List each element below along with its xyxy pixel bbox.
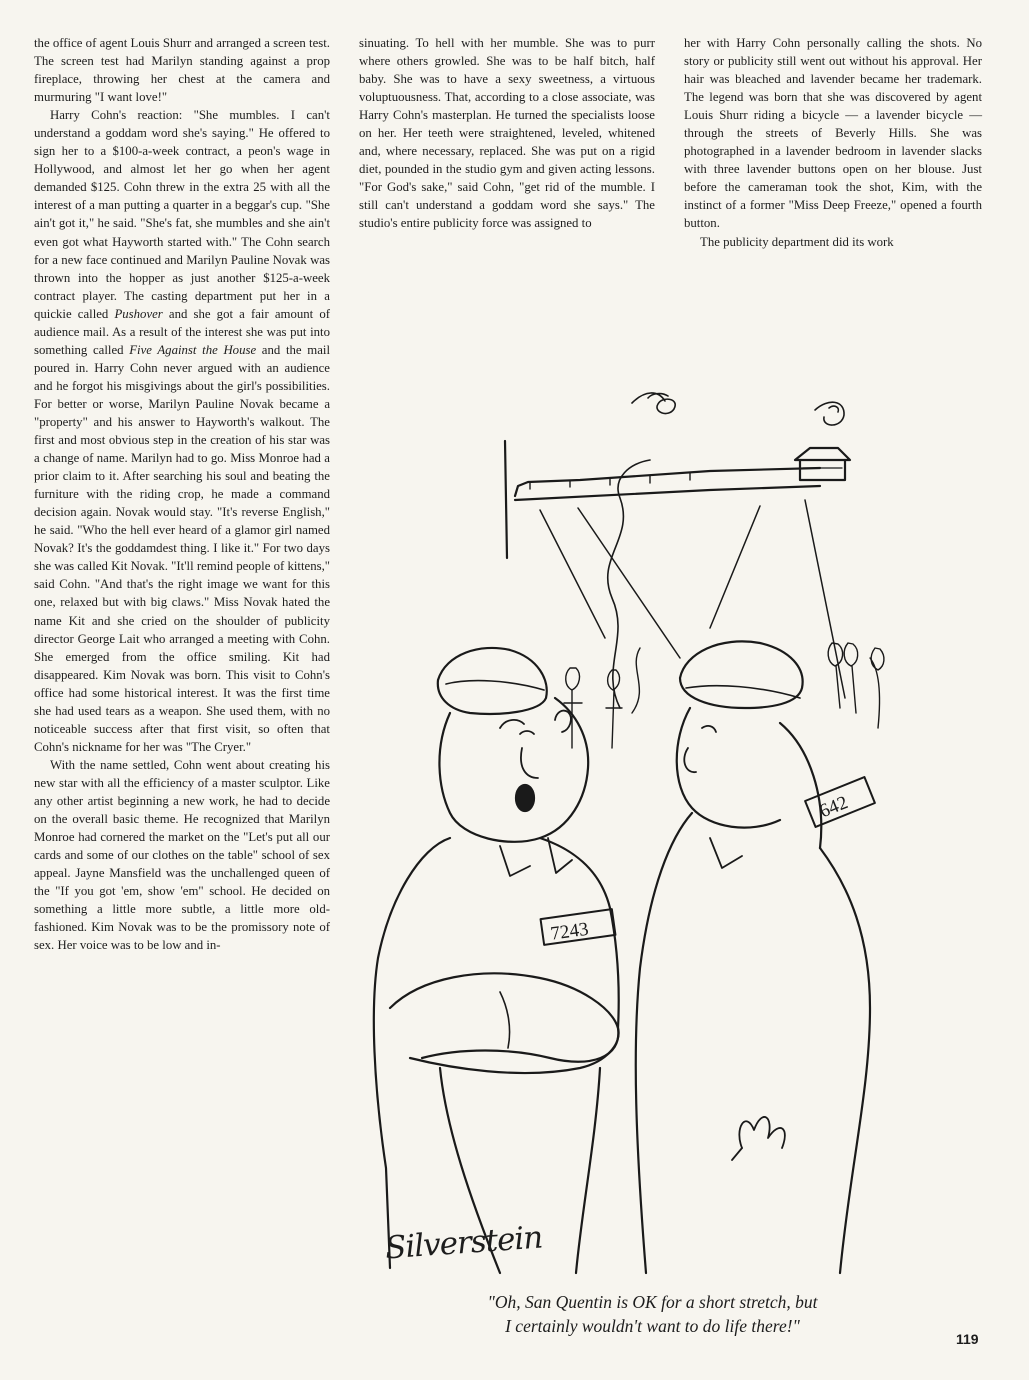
film-title: Five Against the House <box>129 342 257 357</box>
cartoon-illustration <box>350 368 910 1288</box>
paragraph-text: the office of agent Louis Shurr and arranged a screen test. The screen test had Marilyn standing against a prop fireplace, throwing her chest at the camera and murmuring "I want love!" <box>34 36 330 105</box>
article-paragraph <box>34 106 330 756</box>
paragraph-text: her with Harry Cohn personally calling the shots. No story or publicity still went out without his approval. Her hair was bleached and lavender became her trademark. The legend was born that she was discovered by agent Louis Shurr riding a bicycle — a lavender bicycle — through the streets of Beverly Hills. She was photographed in a lavender bedroom in lavender slacks with three lavender buttons open on her blouse. Just before the cameraman took the shot, Kim, with the instinct of a former "Miss Deep Freeze," opened a fourth button. <box>684 36 982 231</box>
article-paragraph <box>684 34 982 233</box>
cartoon-caption <box>420 1290 885 1338</box>
page-number: 119 <box>956 1331 979 1347</box>
paragraph-text: The publicity department did its work <box>700 234 894 249</box>
article-paragraph <box>359 34 655 233</box>
artist-signature: Silverstein <box>383 1219 544 1267</box>
prisoner-number-right: 642 <box>816 792 851 823</box>
paragraph-text: and she got a fair amount of audience mail. As a result of the interest she was put into something called <box>34 306 330 357</box>
caption-line-2: I certainly wouldn't want to do life there!" <box>505 1316 800 1336</box>
paragraph-text: sinuating. To hell with her mumble. She was to purr where others growled. She was to be half bitch, half baby. She was to have a sexy sweetness, a virtuous voluptuousness. That, according to a close associate, was Harry Cohn's masterplan. He turned the specialists loose on her. Her teeth were straightened, leveled, whitened and, where necessary, replaced. She was put on a rigid diet, pounded in the studio gym and given acting lessons. "For God's sake," said Cohn, "get rid of the mumble. I still can't understand a goddam word she says." The studio's entire publicity force was assigned to <box>359 36 655 231</box>
prisoner-number-left: 7243 <box>549 918 590 945</box>
article-column-1 <box>34 34 330 954</box>
article-column-2 <box>359 34 655 233</box>
film-title: Pushover <box>114 306 163 321</box>
paragraph-text: and the mail poured in. Harry Cohn never argued with an audience and he forgot his misgivings about the girl's possibilities. For better or worse, Marilyn Pauline Novak became a "property" and his answer to Hayworth's walkout. The first and most obvious step in the creation of his star was a change of name. Marilyn had to go. Miss Monroe had a prior claim to it. After searching his soul and beating the furniture with the riding crop, he made a command decision again. Novak would stay. "It's reverse English," he said. "Who the hell ever heard of a glamor girl named Novak? It's the goddamdest thing. I like it." For two days she was called Kit Novak. "It'll remind people of kittens," said Cohn. "And that's the right image we want for this one, relaxed but with big claws." Miss Novak hated the name Kit and she cried on the shoulder of publicity director George Lait who arranged a meeting with Cohn. She emerged from the office smiling. Kit had disappeared. Kim Novak was born. This visit to Cohn's office had some historical interest. It was the first time she had used tears as a weapon. She used them, with no noticeable success after that first visit, so often that Cohn's nickname for her was "The Cryer." <box>34 342 330 754</box>
paragraph-text: Harry Cohn's reaction: "She mumbles. I can't understand a goddam word she's saying." He offered to sign her to a $100-a-week contract, a peon's wage in Hollywood, and almost let her go when her agent demanded $125. Cohn threw in the extra 25 with all the interest of a man putting a quarter in a beggar's cup. "She ain't got it," he said. "She's fat, she mumbles and she ain't even got what Hayworth started with." The Cohn search for a new face continued and Marilyn Pauline Novak was thrown into the hopper as just another $125-a-week contract player. The casting department put her in a quickie called <box>34 108 330 321</box>
article-paragraph <box>684 233 982 251</box>
article-paragraph <box>34 34 330 106</box>
article-column-3 <box>684 34 982 251</box>
paragraph-text: With the name settled, Cohn went about creating his new star with all the efficiency of a master sculptor. Like any other artist beginning a new work, he had to decide on the overall basic theme. He recognized that Marilyn Monroe had cornered the market on the "Let's put all our cards and some of our clothes on the table" school of sex appeal. Jayne Mansfield was the unchallenged queen of the "If you got 'em, show 'em" school. He decided on something a little more subtle, a little more old-fashioned. Kim Novak was to be the promissory note of sex. Her voice was to be low and in- <box>34 757 330 953</box>
caption-line-1: "Oh, San Quentin is OK for a short stretch, but <box>487 1292 818 1312</box>
article-paragraph <box>34 756 330 955</box>
